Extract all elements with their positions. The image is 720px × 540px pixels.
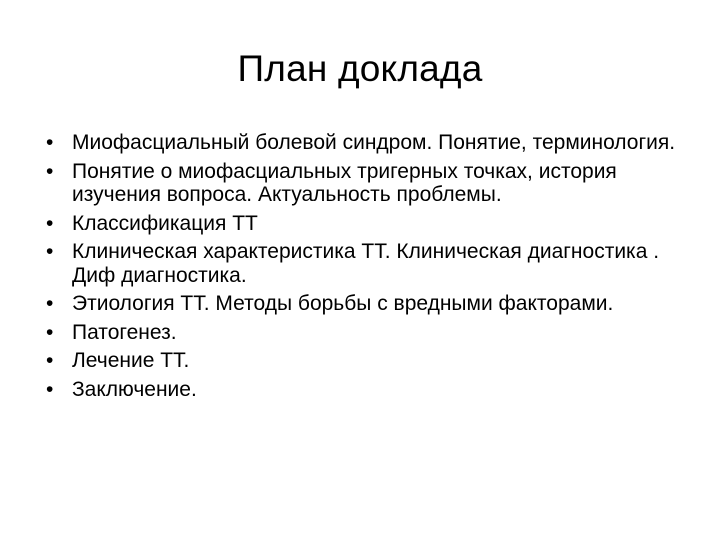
bullet-icon: • (46, 131, 54, 154)
bullet-text: Заключение. (72, 377, 197, 401)
bullet-item (46, 212, 706, 236)
bullet-icon: • (46, 240, 54, 263)
slide-title: План доклада (237, 48, 483, 89)
bullet-item (46, 160, 706, 207)
bullet-list (46, 131, 706, 406)
bullet-icon: • (46, 377, 54, 401)
bullet-text: Понятие о миофасциальных тригерных точках, история изучения вопроса. Актуальность проблемы. (72, 159, 617, 206)
bullet-icon: • (46, 159, 54, 183)
bullet-item (46, 378, 706, 402)
bullet-item (46, 321, 706, 345)
bullet-text: Миофасциальный болевой синдром. Понятие, терминология. (72, 131, 676, 154)
bullet-icon: • (46, 320, 54, 344)
bullet-text: Этиология ТТ. Методы борьбы с вредными факторами. (72, 292, 614, 315)
bullet-text: Классификация ТТ (72, 211, 258, 235)
bullet-item (46, 131, 706, 155)
bullet-text: Патогенез. (72, 320, 177, 344)
bullet-text: Лечение ТТ. (72, 349, 190, 372)
bullet-item (46, 292, 706, 316)
bullet-icon: • (46, 349, 54, 372)
bullet-icon: • (46, 211, 54, 235)
bullet-item (46, 240, 706, 287)
bullet-icon: • (46, 292, 54, 315)
bullet-item (46, 349, 706, 373)
bullet-text: Клиническая характеристика ТТ. Клиническая диагностика . Диф диагностика. (72, 240, 660, 287)
